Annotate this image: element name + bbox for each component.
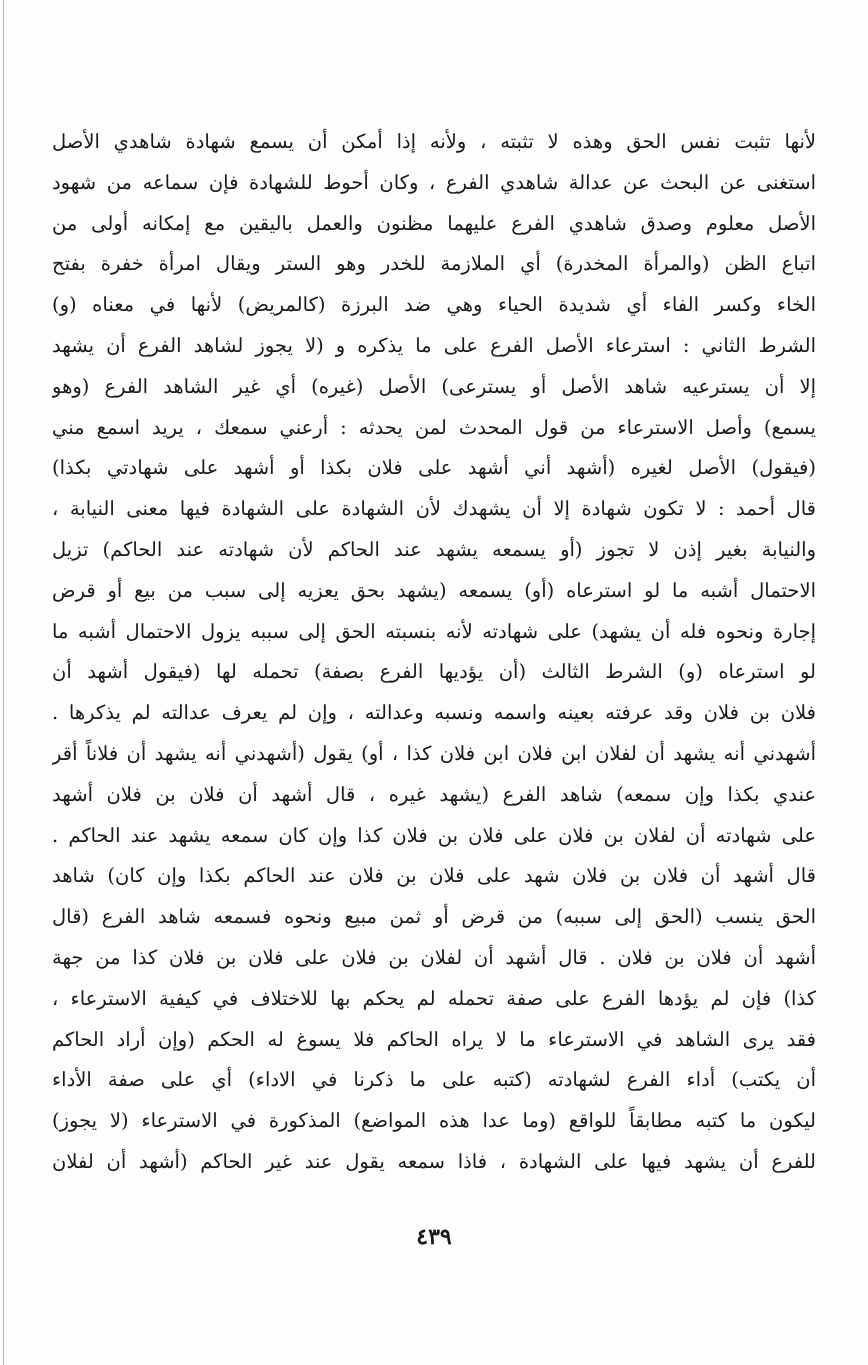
text-line-6: الشرط الثاني : استرعاء الأصل الفرع على ما يذكره و (لا يجوز لشاهد الفرع أن يشهد — [52, 333, 816, 357]
text-line-23: فقد يرى الشاهد في الاسترعاء ما لا يراه الحاكم فلا يسوغ له الحكم (وإن أراد الحاكم — [52, 1027, 816, 1051]
text-line-24: أن يكتب) أداء الفرع لشهادته (كتبه على ما ذكرنا في الاداء) أي على صفة الأداء — [52, 1068, 816, 1092]
text-line-10: قال أحمد : لا تكون شهادة إلا أن يشهدك لأن الشهادة على الشهادة فيها معنى النيابة ، — [52, 497, 816, 521]
text-line-20: الحق ينسب (الحق إلى سببه) من قرض أو ثمن مبيع ونحوه فسمعه شاهد الفرع (قال — [52, 905, 816, 929]
page-number: ٤٣٩ — [416, 1224, 452, 1250]
text-line-26: للفرع أن يشهد فيها على الشهادة ، فاذا سمعه يقول عند غير الحاكم (أشهد أن لفلان — [52, 1149, 816, 1173]
text-line-4: اتباع الظن (والمرأة المخدرة) أي الملازمة للخدر وهو الستر ويقال امرأة خفرة بفتح — [52, 252, 816, 276]
text-line-5: الخاء وكسر الفاء أي شديدة الحياء وهي ضد البرزة (كالمريض) لأنها في معناه (و) — [52, 293, 816, 317]
text-line-11: والنيابة بغير إذن لا تجوز (أو يسمعه يشهد عند الحاكم لأن شهادته عند الحاكم) تزيل — [52, 537, 816, 561]
text-line-19: قال أشهد أن فلان بن فلان شهد على فلان بن فلان عند الحاكم بكذا وإن كان) شاهد — [52, 864, 816, 888]
page-edge-line — [3, 0, 4, 1365]
text-line-7: إلا أن يسترعيه شاهد الأصل أو يسترعى) الأصل (غيره) أي غير الشاهد الفرع (وهو — [52, 374, 816, 398]
text-line-1: لأنها تثبت نفس الحق وهذه لا تثبته ، ولأنه إذا أمكن أن يسمع شهادة شاهدي الأصل — [52, 130, 816, 153]
text-line-9: (فيقول) الأصل لغيره (أشهد أني أشهد على فلان بكذا أو أشهد على شهادتي بكذا) — [52, 456, 816, 480]
text-line-13: إجارة ونحوه فله أن يشهد) على شهادته لأنه بنسبته الحق إلى سببه يزول الاحتمال أشبه ما — [52, 619, 816, 643]
body-text — [52, 122, 816, 1183]
text-line-21: أشهد أن فلان بن فلان . قال أشهد أن لفلان بن فلان على فلان بن فلان كذا من جهة — [52, 945, 816, 969]
text-line-2: استغنى عن البحث عن عدالة شاهدي الفرع ، وكان أحوط للشهادة فإن سماعه من شهود — [52, 170, 816, 194]
text-line-12: الاحتمال أشبه ما لو استرعاه (أو) يسمعه (يشهد بحق يعزيه إلى سبب من بيع أو قرض — [52, 578, 816, 602]
text-line-14: لو استرعاه (و) الشرط الثالث (أن يؤديها الفرع بصفة) تحمله لها (فيقول أشهد أن — [52, 660, 816, 684]
text-line-3: الأصل معلوم وصدق شاهدي الفرع عليهما مظنون والعمل باليقين مع إمكانه أولى من — [52, 211, 816, 235]
text-line-16: أشهدني أنه يشهد أن لفلان ابن فلان ابن فلان كذا ، أو) يقول (أشهدني أنه يشهد أن فلاناً أقر — [52, 741, 816, 765]
text-line-25: ليكون ما كتبه مطابقاً للواقع (وما عدا هذه المواضع) المذكورة في الاسترعاء (لا يجوز) — [52, 1109, 816, 1133]
text-line-18: على شهادته أن لفلان بن فلان على فلان بن فلان كذا وإن كان سمعه يشهد عند الحاكم . — [52, 823, 816, 847]
text-line-22: كذا) فإن لم يؤدها الفرع على صفة تحمله لم يحكم بها للاختلاف في كيفية الاسترعاء ، — [52, 986, 816, 1010]
text-line-15: فلان بن فلان وقد عرفته بعينه واسمه ونسبه وعدالته ، وإن لم يعرف عدالته لم يذكرها . — [52, 701, 816, 725]
text-line-17: عندي بكذا وإن سمعه) شاهد الفرع (يشهد غيره ، قال أشهد أن فلان بن فلان أشهد — [52, 782, 816, 806]
text-line-8: يسمع) وأصل الاسترعاء من قول المحدث لمن يحدثه : أرعني سمعك ، يريد اسمع مني — [52, 415, 816, 439]
